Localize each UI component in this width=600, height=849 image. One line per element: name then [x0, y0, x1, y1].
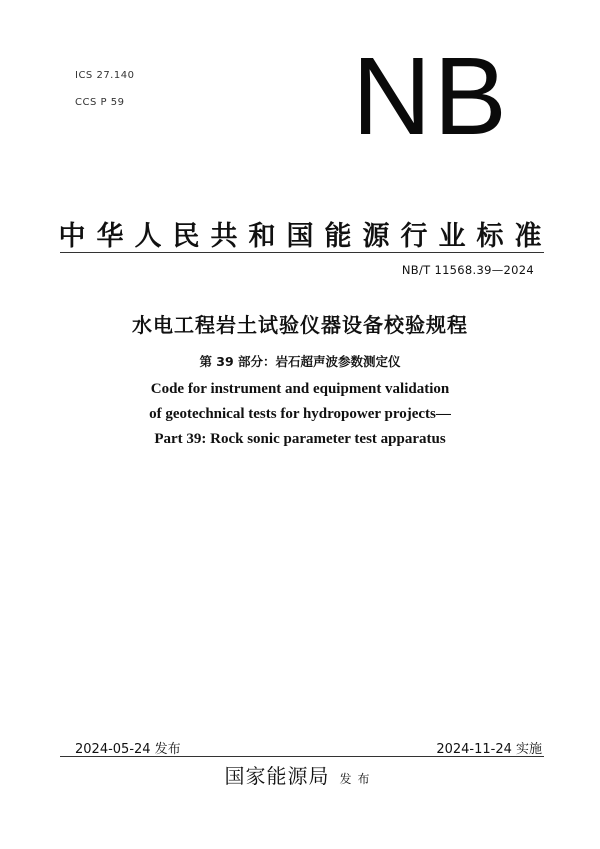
document-title-en-line2: of geotechnical tests for hydropower projects— — [149, 406, 451, 422]
issuer — [0, 760, 600, 789]
standard-number: NB/T 11568.39—2024 — [401, 263, 534, 277]
header-divider — [60, 252, 544, 253]
ics-code: ICS 27.140 — [75, 70, 135, 81]
document-title-zh: 水电工程岩土试验仪器设备校验规程 — [132, 313, 468, 337]
document-title-en-line1: Code for instrument and equipment validation — [150, 381, 450, 397]
ccs-code: CCS P 59 — [75, 97, 125, 108]
issuer-name: 国家能源局 — [224, 764, 330, 788]
footer-divider — [60, 756, 544, 757]
organization-title: 中华人民共和国能源行业标准 — [58, 221, 553, 252]
document-title-en-line3: Part 39: Rock sonic parameter test apparatus — [154, 431, 446, 447]
issuer-verb: 发布 — [339, 772, 376, 786]
part-title-zh: 第 39 部分：岩石超声波参数测定仪 — [199, 354, 401, 369]
nb-logo: NB — [352, 35, 509, 158]
implement-date: 2024-11-24 实施 — [436, 742, 542, 757]
publish-date: 2024-05-24 发布 — [75, 742, 181, 757]
